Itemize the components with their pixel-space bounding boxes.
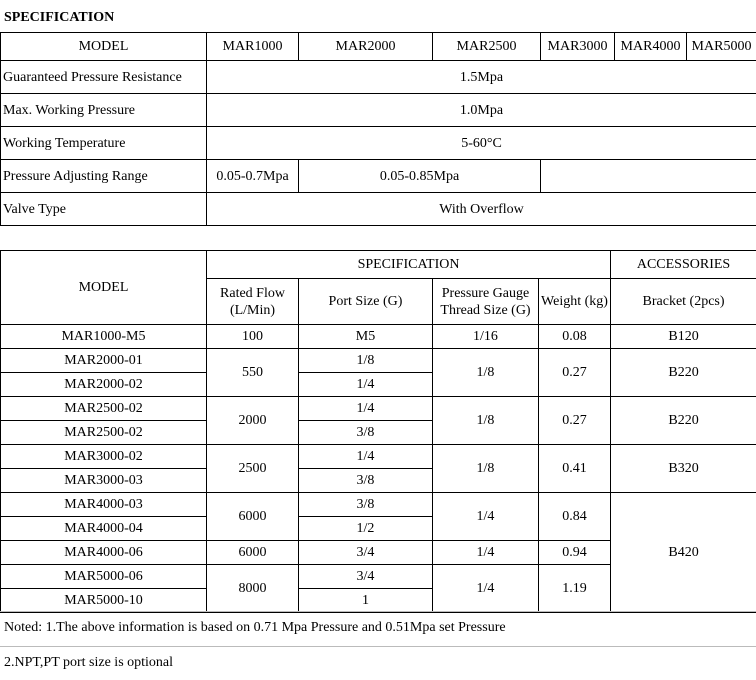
rated-flow-header: Rated Flow (L/Min) [207, 279, 299, 325]
header-cell: MODEL [1, 33, 207, 61]
gauge-cell: 1/8 [433, 445, 539, 493]
header-cell: MAR1000 [207, 33, 299, 61]
table-row [1, 94, 756, 127]
header-cell: MAR3000 [541, 33, 615, 61]
divider [0, 646, 756, 647]
empty-cell [541, 160, 756, 193]
port-cell: 3/8 [299, 469, 433, 493]
port-cell: 1/2 [299, 517, 433, 541]
model-cell: MAR1000-M5 [1, 325, 207, 349]
port-cell: 1 [299, 589, 433, 613]
table-row [1, 61, 756, 94]
table-row [1, 193, 756, 226]
table-row [1, 493, 756, 517]
model-cell: MAR3000-02 [1, 445, 207, 469]
model-cell: MAR2000-01 [1, 349, 207, 373]
model-cell: MAR2000-02 [1, 373, 207, 397]
weight-cell: 1.19 [539, 565, 611, 613]
note-1: Noted: 1.The above information is based on 0.71 Mpa Pressure and 0.51Mpa set Pressure [4, 620, 506, 635]
gauge-cell: 1/8 [433, 397, 539, 445]
weight-cell: 0.84 [539, 493, 611, 541]
bracket-cell: B220 [611, 349, 756, 397]
flow-cell: 6000 [207, 493, 299, 541]
note-2: 2.NPT,PT port size is optional [4, 655, 174, 670]
gauge-cell: 1/8 [433, 349, 539, 397]
port-cell: 3/8 [299, 493, 433, 517]
accessories-header: ACCESSORIES [611, 251, 756, 279]
spec-header: SPECIFICATION [207, 251, 611, 279]
table-row [1, 325, 756, 349]
model-cell: MAR4000-03 [1, 493, 207, 517]
bracket-header: Bracket (2pcs) [611, 279, 756, 325]
table-row [1, 445, 756, 469]
row-label: Max. Working Pressure [1, 94, 207, 127]
spec-title: SPECIFICATION [4, 10, 115, 25]
port-cell: 3/4 [299, 541, 433, 565]
gauge-cell: 1/4 [433, 493, 539, 541]
flow-cell: 2500 [207, 445, 299, 493]
model-cell: MAR2500-02 [1, 397, 207, 421]
header-cell: MAR2500 [433, 33, 541, 61]
general-spec-table [0, 32, 756, 226]
port-size-header: Port Size (G) [299, 279, 433, 325]
bracket-cell: B420 [611, 493, 756, 613]
row-value: 1.5Mpa [207, 61, 756, 94]
port-cell: 3/8 [299, 421, 433, 445]
weight-header: Weight (kg) [539, 279, 611, 325]
table-row [1, 127, 756, 160]
port-cell: 1/4 [299, 445, 433, 469]
row-label: Valve Type [1, 193, 207, 226]
flow-cell: 550 [207, 349, 299, 397]
row-label: Pressure Adjusting Range [1, 160, 207, 193]
row-label: Guaranteed Pressure Resistance [1, 61, 207, 94]
model-cell: MAR2500-02 [1, 421, 207, 445]
weight-cell: 0.94 [539, 541, 611, 565]
model-cell: MAR4000-06 [1, 541, 207, 565]
port-cell: 1/4 [299, 397, 433, 421]
flow-cell: 2000 [207, 397, 299, 445]
model-cell: MAR5000-10 [1, 589, 207, 613]
table-row [1, 160, 756, 193]
port-cell: 3/4 [299, 565, 433, 589]
gauge-cell: 1/4 [433, 541, 539, 565]
model-cell: MAR4000-04 [1, 517, 207, 541]
weight-cell: 0.27 [539, 397, 611, 445]
bracket-cell: B320 [611, 445, 756, 493]
flow-cell: 6000 [207, 541, 299, 565]
bracket-cell: B120 [611, 325, 756, 349]
weight-cell: 0.08 [539, 325, 611, 349]
divider [0, 611, 756, 612]
table-header-row [1, 251, 756, 279]
row-label: Working Temperature [1, 127, 207, 160]
port-cell: 1/4 [299, 373, 433, 397]
flow-cell: 100 [207, 325, 299, 349]
table-row [1, 397, 756, 421]
gauge-thread-header: Pressure Gauge Thread Size (G) [433, 279, 539, 325]
row-value: With Overflow [207, 193, 756, 226]
row-value: 5-60°C [207, 127, 756, 160]
row-value: 0.05-0.7Mpa [207, 160, 299, 193]
model-cell: MAR3000-03 [1, 469, 207, 493]
row-value: 1.0Mpa [207, 94, 756, 127]
header-cell: MAR5000 [687, 33, 756, 61]
model-spec-table [0, 250, 756, 613]
table-header-row [1, 33, 756, 61]
header-cell: MAR4000 [615, 33, 687, 61]
model-header: MODEL [1, 251, 207, 325]
port-cell: 1/8 [299, 349, 433, 373]
weight-cell: 0.27 [539, 349, 611, 397]
gauge-cell: 1/4 [433, 565, 539, 613]
row-value: 0.05-0.85Mpa [299, 160, 541, 193]
gauge-cell: 1/16 [433, 325, 539, 349]
table-row [1, 349, 756, 373]
port-cell: M5 [299, 325, 433, 349]
model-cell: MAR5000-06 [1, 565, 207, 589]
header-cell: MAR2000 [299, 33, 433, 61]
flow-cell: 8000 [207, 565, 299, 613]
bracket-cell: B220 [611, 397, 756, 445]
weight-cell: 0.41 [539, 445, 611, 493]
